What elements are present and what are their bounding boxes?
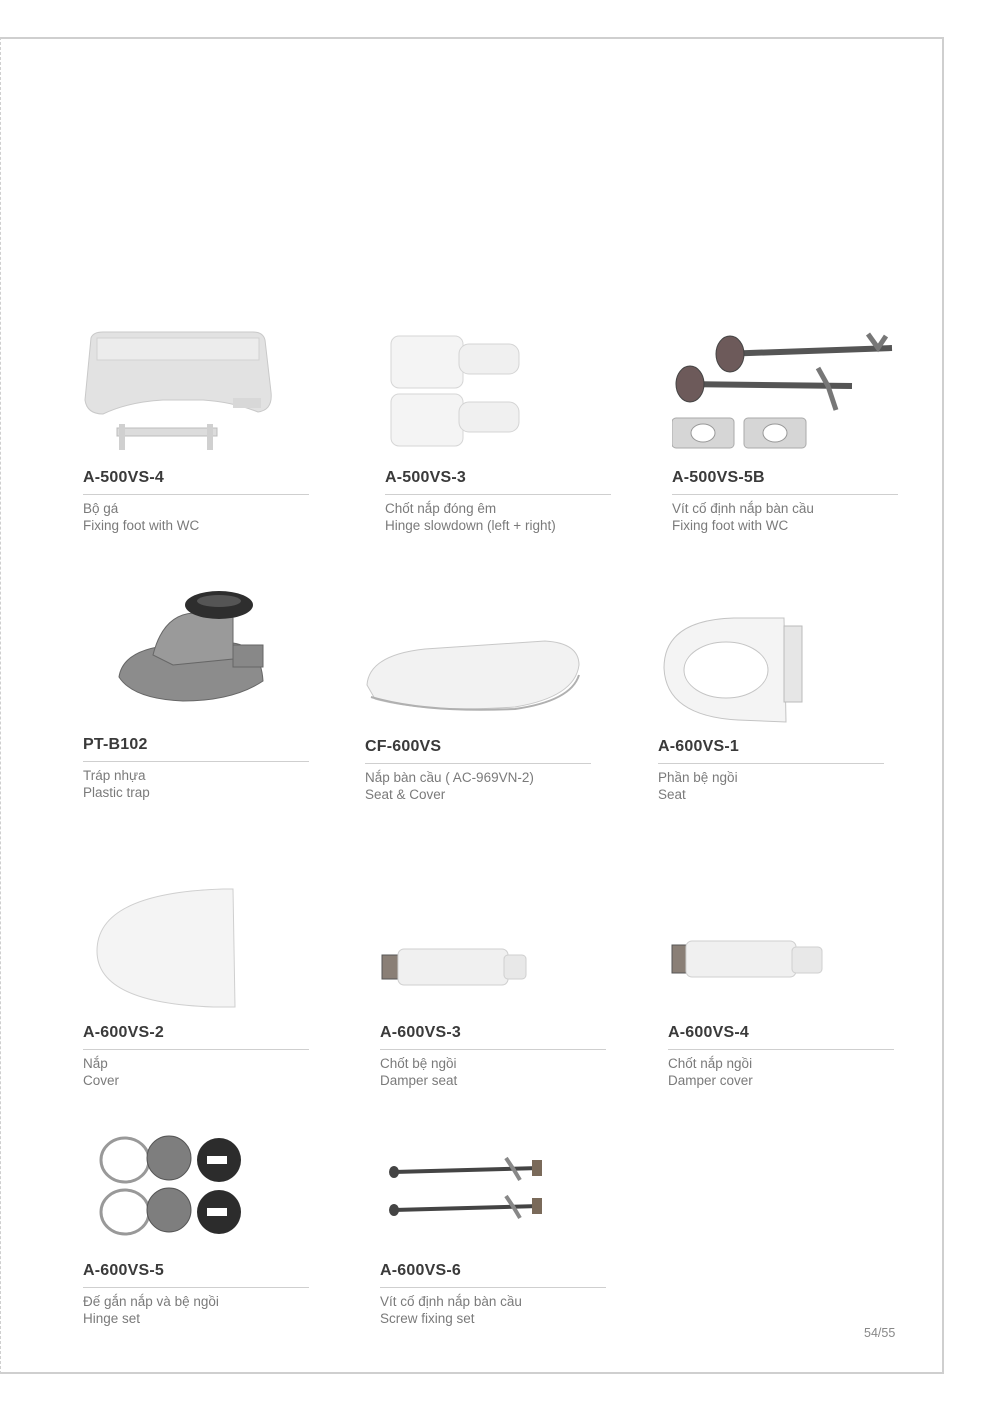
plastic-trap-icon xyxy=(83,585,311,705)
product-name-vi: Chốt nắp ngồi xyxy=(668,1056,753,1071)
divider xyxy=(385,494,611,495)
product-code: A-600VS-5 xyxy=(83,1262,164,1279)
screw-set-icon xyxy=(380,1152,608,1232)
divider xyxy=(83,1049,309,1050)
product-code: PT-B102 xyxy=(83,736,148,753)
product-name-en: Plastic trap xyxy=(83,785,150,800)
product-code: A-600VS-6 xyxy=(380,1262,461,1279)
product-code: A-600VS-3 xyxy=(380,1024,461,1041)
product-name-vi: Vít cố định nắp bàn cầu xyxy=(380,1294,522,1309)
seat-cover-icon xyxy=(365,585,593,715)
divider xyxy=(380,1049,606,1050)
product-name-en: Damper seat xyxy=(380,1073,458,1088)
product-name-en: Fixing foot with WC xyxy=(83,518,200,533)
divider xyxy=(668,1049,894,1050)
product-code: A-500VS-3 xyxy=(385,469,466,486)
product-name-vi: Chốt nắp đóng êm xyxy=(385,501,497,516)
product-name-vi: Vít cố định nắp bàn cầu xyxy=(672,501,814,516)
product-name-vi: Tráp nhựa xyxy=(83,768,146,783)
product-name-en: Screw fixing set xyxy=(380,1311,475,1326)
product-name-en: Seat xyxy=(658,787,686,802)
product-code: A-600VS-2 xyxy=(83,1024,164,1041)
product-name-en: Fixing foot with WC xyxy=(672,518,789,533)
product-code: A-600VS-1 xyxy=(658,738,739,755)
product-name-en: Damper cover xyxy=(668,1073,753,1088)
divider xyxy=(380,1287,606,1288)
bolt-set-icon xyxy=(672,330,900,455)
product-code: A-600VS-4 xyxy=(668,1024,749,1041)
hinge-slowdown-icon xyxy=(385,330,613,455)
cover-icon xyxy=(83,885,311,1010)
product-name-vi: Phần bệ ngồi xyxy=(658,770,738,785)
divider xyxy=(83,1287,309,1288)
divider xyxy=(365,763,591,764)
product-name-vi: Chốt bệ ngồi xyxy=(380,1056,457,1071)
product-name-vi: Nắp bàn cầu ( AC-969VN-2) xyxy=(365,770,534,785)
product-name-en: Seat & Cover xyxy=(365,787,446,802)
product-name-en: Cover xyxy=(83,1073,120,1088)
divider xyxy=(83,494,309,495)
product-code: A-500VS-5B xyxy=(672,469,765,486)
divider xyxy=(658,763,884,764)
product-name-vi: Nắp xyxy=(83,1056,108,1071)
page-number: 54/55 xyxy=(864,1326,896,1340)
product-name-en: Hinge set xyxy=(83,1311,141,1326)
hinge-set-icon xyxy=(83,1130,311,1240)
product-name-vi: Đế gắn nắp và bệ ngồi xyxy=(83,1294,219,1309)
product-name-en: Hinge slowdown (left + right) xyxy=(385,518,556,533)
seat-ring-icon xyxy=(658,612,886,727)
divider xyxy=(672,494,898,495)
damper-icon xyxy=(668,933,896,993)
product-code: A-500VS-4 xyxy=(83,469,164,486)
product-name-vi: Bộ gá xyxy=(83,501,119,516)
product-code: CF-600VS xyxy=(365,738,442,755)
damper-icon xyxy=(380,935,608,995)
fixing-foot-icon xyxy=(83,330,311,455)
divider xyxy=(83,761,309,762)
